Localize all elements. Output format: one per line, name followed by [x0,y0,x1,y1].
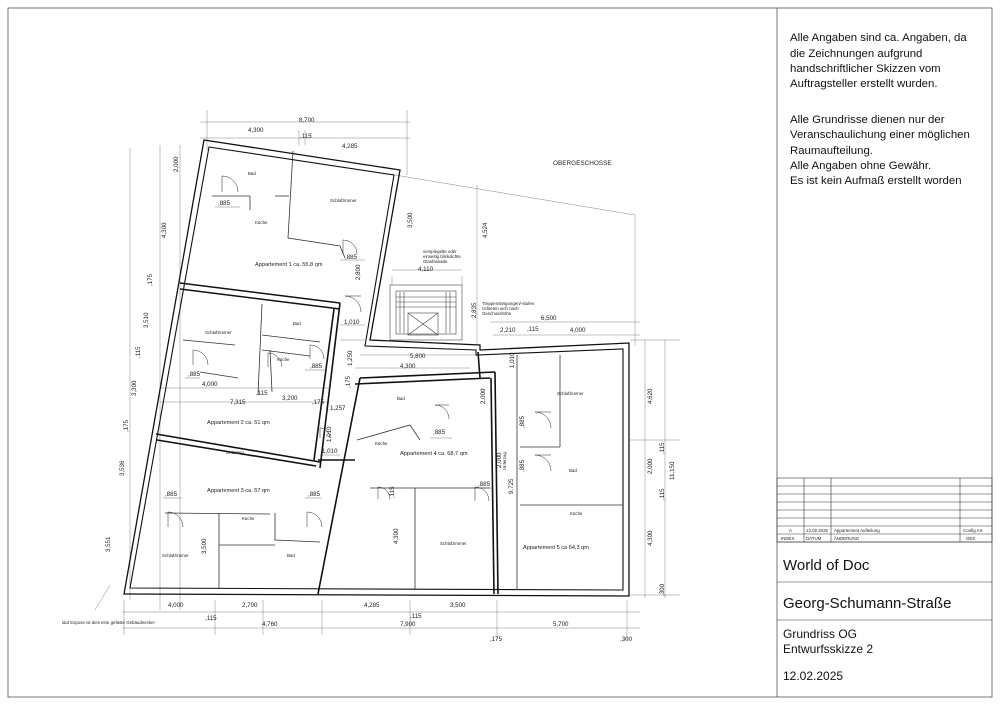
room-kueche: Küche [570,511,583,516]
dim-11150: 11,150 [669,461,676,480]
room-kueche: Küche [277,357,290,362]
dim-175: ,175 [345,375,352,388]
dim-885: ,885 [308,491,321,498]
dim-3300: 3,300 [131,380,138,396]
dim-4524: 4,524 [482,222,489,238]
dim-7900: 7,900 [400,621,416,628]
rev-date-header: DATUM [806,536,822,541]
dim-4300: 4,300 [400,363,416,370]
apartment-2-label: Appartement 2 ca. 51 qm [207,420,270,426]
dim-3536: 3,536 [119,460,126,476]
dim-2000: 2,000 [480,388,487,404]
dim-115: ,115 [300,133,312,140]
dim-4285: 4,285 [364,602,380,609]
room-bad: Bad [397,396,405,401]
glass-note-3: Glasfassade [423,259,448,264]
dim-4760: 4,760 [262,621,278,628]
dim-300: ,300 [620,636,633,643]
project-street: Georg-Schumann-Straße [783,595,952,612]
dim-2700: 2,700 [242,602,258,609]
dim-1257: 1,257 [330,405,346,412]
apartment-4-label: Appartement 4 ca. 68,7 qm [400,451,468,457]
stair-note-2: richteten sich nach [482,306,519,311]
dim-5800: 5,800 [410,353,426,360]
dim-885: ,885 [188,371,201,378]
note-line: Raumaufteilung. [790,145,873,157]
rev-index-header: INDEX [781,536,795,541]
partition-lines [165,151,623,590]
dim-4285: 4,285 [342,143,358,150]
floor-label: OBERGESCHOSSE [553,160,612,167]
dim-300: ,300 [659,583,666,596]
stair-note-1: Treppensteigungen/-stufen [482,301,535,306]
room-unterzug: Unterzug [226,450,244,455]
dim-3500: 3,500 [450,602,466,609]
rev-date-value: 12.02.2025 [806,528,828,533]
dim-115: ,115 [659,488,666,500]
dim-1010: 1,010 [509,352,516,368]
dim-885: ,885 [519,415,526,428]
construction-lines [95,110,680,640]
rev-drawn-header: GEZ. [966,536,977,541]
dim-1010: 1,010 [344,319,360,326]
note-line: Alle Angaben sind ca. Angaben, da [790,32,967,44]
dim-115: ,115 [389,486,396,498]
dim-2800: 2,800 [355,264,362,280]
dim-6500: 6,500 [541,315,557,322]
dim-175: ,175 [312,399,325,406]
dim-115: ,115 [256,390,268,397]
dim-2210: 2,210 [500,327,516,334]
note-line: handschriftlicher Skizzen vom [790,63,941,75]
room-bad: Bad [569,468,577,473]
dim-2000: 2,000 [647,458,654,474]
dim-4110: 4,110 [418,266,434,273]
note-line: die Zeichnungen aufgrund [790,48,923,60]
dim-4300: 4,300 [248,127,264,134]
room-kueche: Küche [255,220,268,225]
dim-115: ,115 [135,346,142,358]
dim-3510: 3,510 [143,312,150,328]
room-schlafzimmer: Schlafzimmer [557,391,584,396]
dim-885: ,885 [433,429,446,436]
apartment-5-label: Appartement 5 ca 64,3 qm [523,545,589,551]
dim-3500: 3,500 [201,538,208,554]
note-line: Es ist kein Aufmaß erstellt worden [790,175,962,187]
room-schlafzimmer: Schlafzimmer [162,553,189,558]
dim-2000: 2,000 [173,156,180,172]
stair-note-3: Geschosshöhe [482,311,512,316]
dim-885: ,885 [345,254,358,261]
dim-885: ,885 [310,363,323,370]
dim-115: ,115 [659,442,666,454]
dim-9725: 9,725 [508,478,515,494]
dim-3551: 3,551 [105,536,112,552]
apartment-1-label: Appartement 1 ca. 55,8 qm [255,262,323,268]
dim-4300: 4,300 [647,530,654,546]
drawing-date: 12.02.2025 [783,669,844,683]
dim-2835: 2,835 [471,302,478,318]
dim-175: ,175 [490,636,503,643]
dim-4000: 4,000 [168,602,184,609]
room-kueche: Küche [242,516,255,521]
glass-note-1: verspiegelte oder [423,249,457,254]
dim-3500: 3,500 [407,212,414,228]
dim-1250: 1,250 [347,350,354,366]
dim-885: ,885 [478,481,491,488]
dim-5700: 5,700 [553,621,569,628]
room-kueche: Küche [375,441,388,446]
apartment-3-label: Appartement 3 ca. 57 qm [207,488,270,494]
corner-note: laut Expose ist dies eine gefaste Gebäudeecke! [62,620,155,625]
drawing-title: Grundriss OG [783,627,858,641]
dim-885: ,885 [218,200,231,207]
room-bad: Bad [293,321,301,326]
note-line: Auftragsteller erstellt wurden. [790,78,938,90]
dim-4620: 4,620 [647,388,654,404]
note-line: Veranschaulichung einer möglichen [790,129,970,141]
room-bad: Bad [287,553,295,558]
dim-8700: 8,700 [299,117,315,124]
dim-175: ,175 [147,273,154,286]
rev-drawn-value: Config AS [963,528,983,533]
dim-175: ,175 [123,419,130,432]
dim-4300: 4,300 [161,222,168,238]
dim-885: ,885 [165,491,178,498]
dim-4300: 4,300 [393,528,400,544]
drawing-subtitle: Entwurfsskizze 2 [783,642,874,656]
stair-core [390,285,462,340]
room-unterzug: Unterzug [502,452,507,470]
dim-115: ,115 [527,326,539,333]
dim-115: ,115 [205,615,217,622]
room-schlafzimmer: Schlafzimmer [205,330,232,335]
room-schlafzimmer: Schlafzimmer [330,198,357,203]
dim-885: ,885 [519,459,526,472]
rev-change-header: ÄNDERUNG [834,536,860,541]
dim-1010: 1,010 [322,448,338,455]
door-swings [168,176,551,527]
company-name: World of Doc [783,557,870,574]
glass-note-2: einseitig blickdichte [423,254,461,259]
dim-4000: 4,000 [202,381,218,388]
rev-change-value: Appartement Aufteilung [834,528,880,533]
dim-3200: 3,200 [282,395,298,402]
note-line: Alle Grundrisse dienen nur der [790,114,945,126]
dim-7315: 7,315 [230,399,246,406]
dim-1010: 1,010 [326,426,333,442]
rev-index-value: A [789,528,792,533]
dim-4000: 4,000 [570,327,586,334]
room-bad: Bad [248,171,256,176]
note-line: Alle Angaben ohne Gewähr. [790,160,932,172]
dim-115: ,115 [410,613,422,620]
dim-2000: 2,000 [496,452,503,468]
room-schlafzimmer: Schlafzimmer [440,541,467,546]
